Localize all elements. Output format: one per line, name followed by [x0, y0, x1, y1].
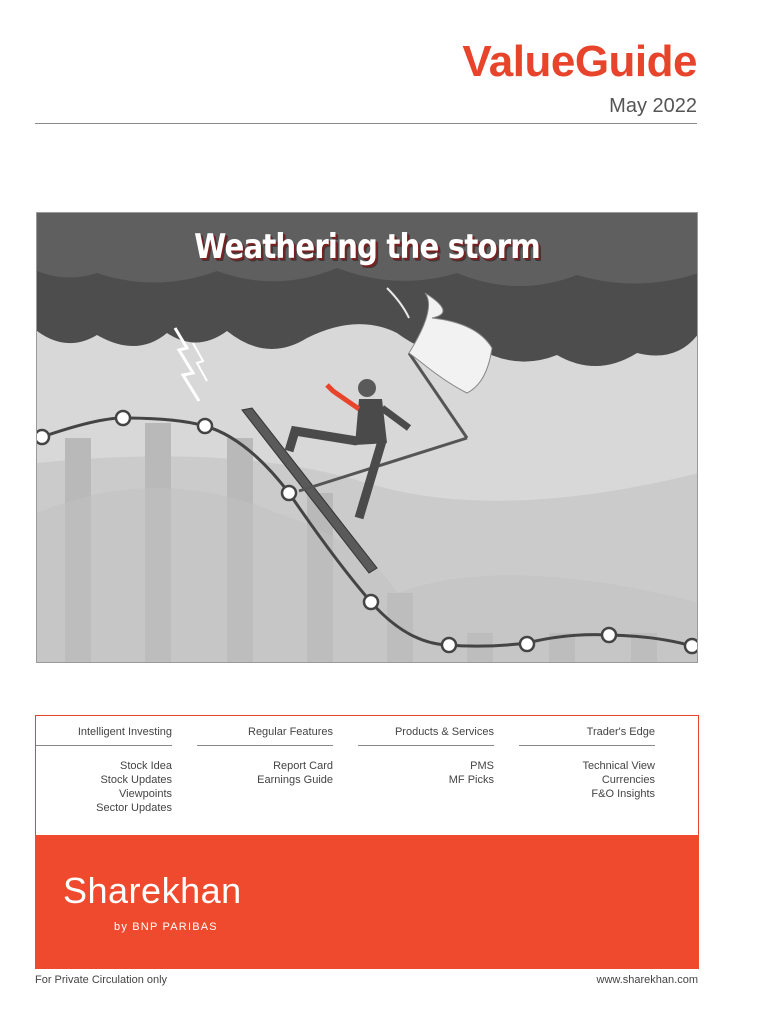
- section-item-earnings-guide: Earnings Guide: [257, 774, 333, 786]
- section-item-currencies: Currencies: [601, 774, 655, 786]
- section-item-fo-insights: F&O Insights: [591, 788, 655, 800]
- sharekhan-logo-subtitle: by BNP PARIBAS: [114, 921, 218, 933]
- section-item-stock-updates: Stock Updates: [100, 774, 172, 786]
- cover-headline: Weathering the storm: [194, 227, 540, 267]
- footer-disclaimer: For Private Circulation only: [35, 974, 168, 986]
- section-products-services: [358, 726, 494, 787]
- header-divider: [35, 123, 697, 124]
- section-heading: Regular Features: [197, 726, 333, 746]
- issue-date: May 2022: [609, 95, 697, 117]
- section-item-report-card: Report Card: [273, 760, 333, 772]
- section-regular-features: [197, 726, 333, 787]
- section-item-technical-view: Technical View: [582, 760, 655, 772]
- section-item-pms: PMS: [470, 760, 494, 772]
- section-item-mf-picks: MF Picks: [448, 774, 494, 786]
- section-index: [35, 715, 699, 835]
- sharekhan-logo: Sharekhan: [63, 870, 242, 911]
- section-item-stock-idea: Stock Idea: [120, 760, 172, 772]
- brand-title: ValueGuide: [462, 37, 697, 86]
- section-heading: Products & Services: [358, 726, 494, 746]
- cover-illustration: [36, 212, 698, 663]
- footer-website-link[interactable]: www.sharekhan.com: [596, 974, 698, 986]
- section-item-sector-updates: Sector Updates: [96, 802, 172, 814]
- section-traders-edge: [519, 726, 655, 801]
- storm-illustration: [37, 213, 698, 663]
- section-intelligent-investing: [36, 726, 172, 815]
- section-heading: Trader's Edge: [519, 726, 655, 746]
- section-item-viewpoints: Viewpoints: [119, 788, 172, 800]
- section-heading: Intelligent Investing: [36, 726, 172, 746]
- brand-banner: [35, 835, 699, 969]
